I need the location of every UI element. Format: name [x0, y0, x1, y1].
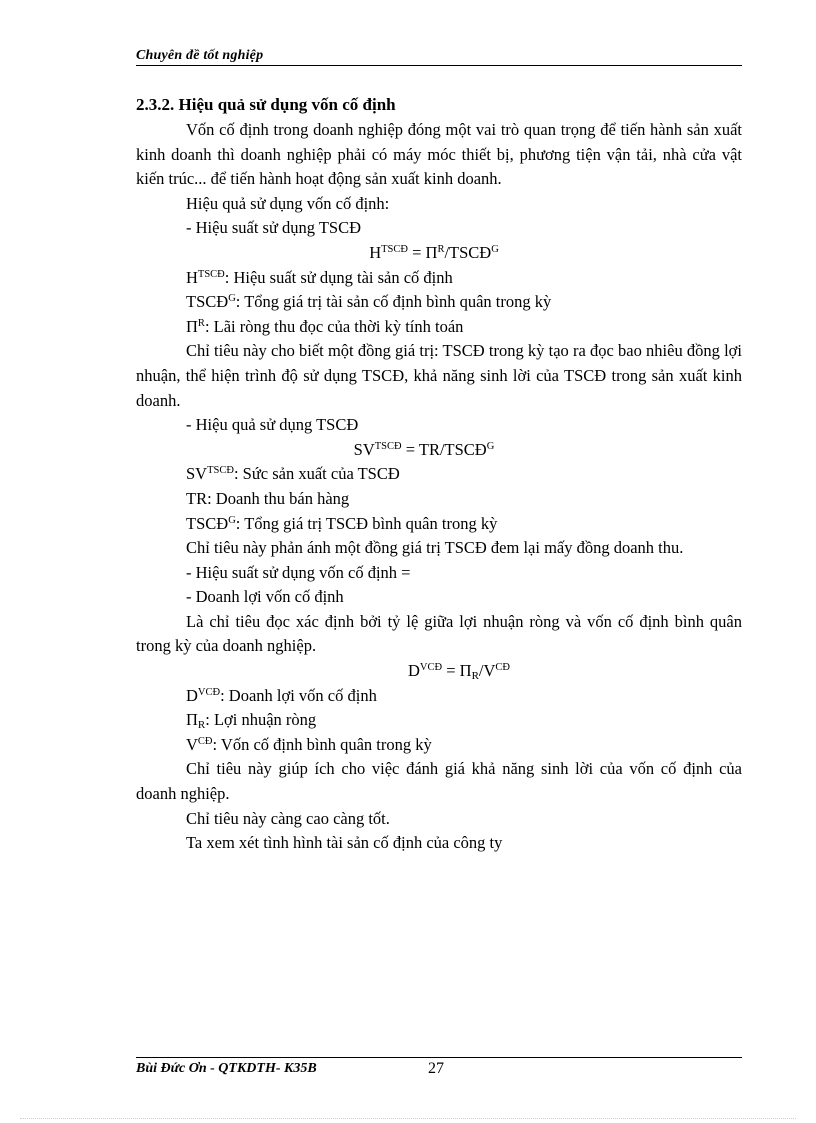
formula-2: $SV^{TSCĐ}$ = $TR/TSCĐ^G$: [353, 439, 495, 459]
definition-7: $D^{VCĐ}$: Doanh lợi vốn cố định: [186, 685, 377, 705]
footer-author: Bùi Đức Ơn - QTKDTH- K35B: [136, 1061, 317, 1076]
definition-3: $\Pi^R$: Lãi ròng thu đọc của thời kỳ tính toán: [186, 316, 464, 336]
formula-1: $H^{TSCĐ}$ = $\Pi^R/TSCĐ^G$: [369, 242, 499, 262]
intro-paragraph: Vốn cố định trong doanh nghiệp đóng một vai trò quan trọng để tiến hành sản xuất kinh doanh thì doanh nghiệp phải có máy móc thiết bị, phương tiện vận tải, nhà cửa vật kiến trúc... để tiến hành hoạt động sản xuất kinh doanh.: [136, 120, 742, 189]
running-header: Chuyên đề tốt nghiệp: [136, 48, 264, 63]
formula-3: $D^{VCĐ} = \Pi_R/V^{CĐ}$: [407, 661, 510, 683]
paragraph-6: Ta xem xét tình hình tài sản cố định của công ty: [186, 833, 503, 853]
definition-8: $\Pi_R$: Lợi nhuận ròng: [186, 710, 317, 732]
paragraph-3: Là chỉ tiêu đọc xác định bởi tỷ lệ giữa lợi nhuận ròng và vốn cố định bình quân trong kỳ của doanh nghiệp.: [136, 611, 742, 656]
paragraph-5: Chỉ tiêu này càng cao càng tốt.: [186, 808, 390, 828]
item-3: - Hiệu suất sử dụng vốn cố định =: [186, 562, 411, 582]
header-rule: [136, 65, 742, 66]
item-2-title: - Hiệu quả sử dụng TSCĐ: [186, 415, 359, 435]
definition-6: $TSCĐ^G$: Tổng giá trị TSCĐ bình quân trong kỳ: [186, 513, 498, 533]
definition-2: $TSCĐ^G$: Tổng giá trị tài sản cố định bình quân trong kỳ: [186, 292, 552, 312]
item-4: - Doanh lợi vốn cố định: [186, 587, 344, 607]
paragraph-1: Chỉ tiêu này cho biết một đồng giá trị: TSCĐ trong kỳ tạo ra đọc bao nhiêu đồng lợi nhuận, thể hiện trình độ sử dụng TSCĐ, khả năng sinh lời của TSCĐ trong sản xuất kinh doanh.: [136, 341, 742, 410]
definition-1: $H^{TSCĐ}$: Hiệu suất sử dụng tài sản cố định: [186, 267, 453, 287]
definition-5: TR: Doanh thu bán hàng: [186, 488, 350, 508]
paragraph-4: Chỉ tiêu này giúp ích cho việc đánh giá khả năng sinh lời của vốn cố định của doanh nghiệp.: [136, 759, 742, 804]
footer-rule: [136, 1057, 742, 1058]
document-body: [136, 92, 742, 856]
definition-9: $V^{CĐ}$: Vốn cố định bình quân trong kỳ: [186, 734, 432, 754]
page-number: 27: [428, 1060, 444, 1077]
paragraph-2: Chỉ tiêu này phản ánh một đồng giá trị TSCĐ đem lại mấy đồng doanh thu.: [186, 538, 684, 558]
efficiency-label: Hiệu quả sử dụng vốn cố định:: [186, 193, 390, 213]
page-bottom-divider: [20, 1118, 796, 1119]
item-1-title: - Hiệu suất sử dụng TSCĐ: [186, 218, 362, 238]
section-heading: 2.3.2. Hiệu quả sử dụng vốn cố định: [136, 95, 396, 114]
definition-4: $SV^{TSCĐ}$: Sức sản xuất của TSCĐ: [186, 464, 400, 484]
